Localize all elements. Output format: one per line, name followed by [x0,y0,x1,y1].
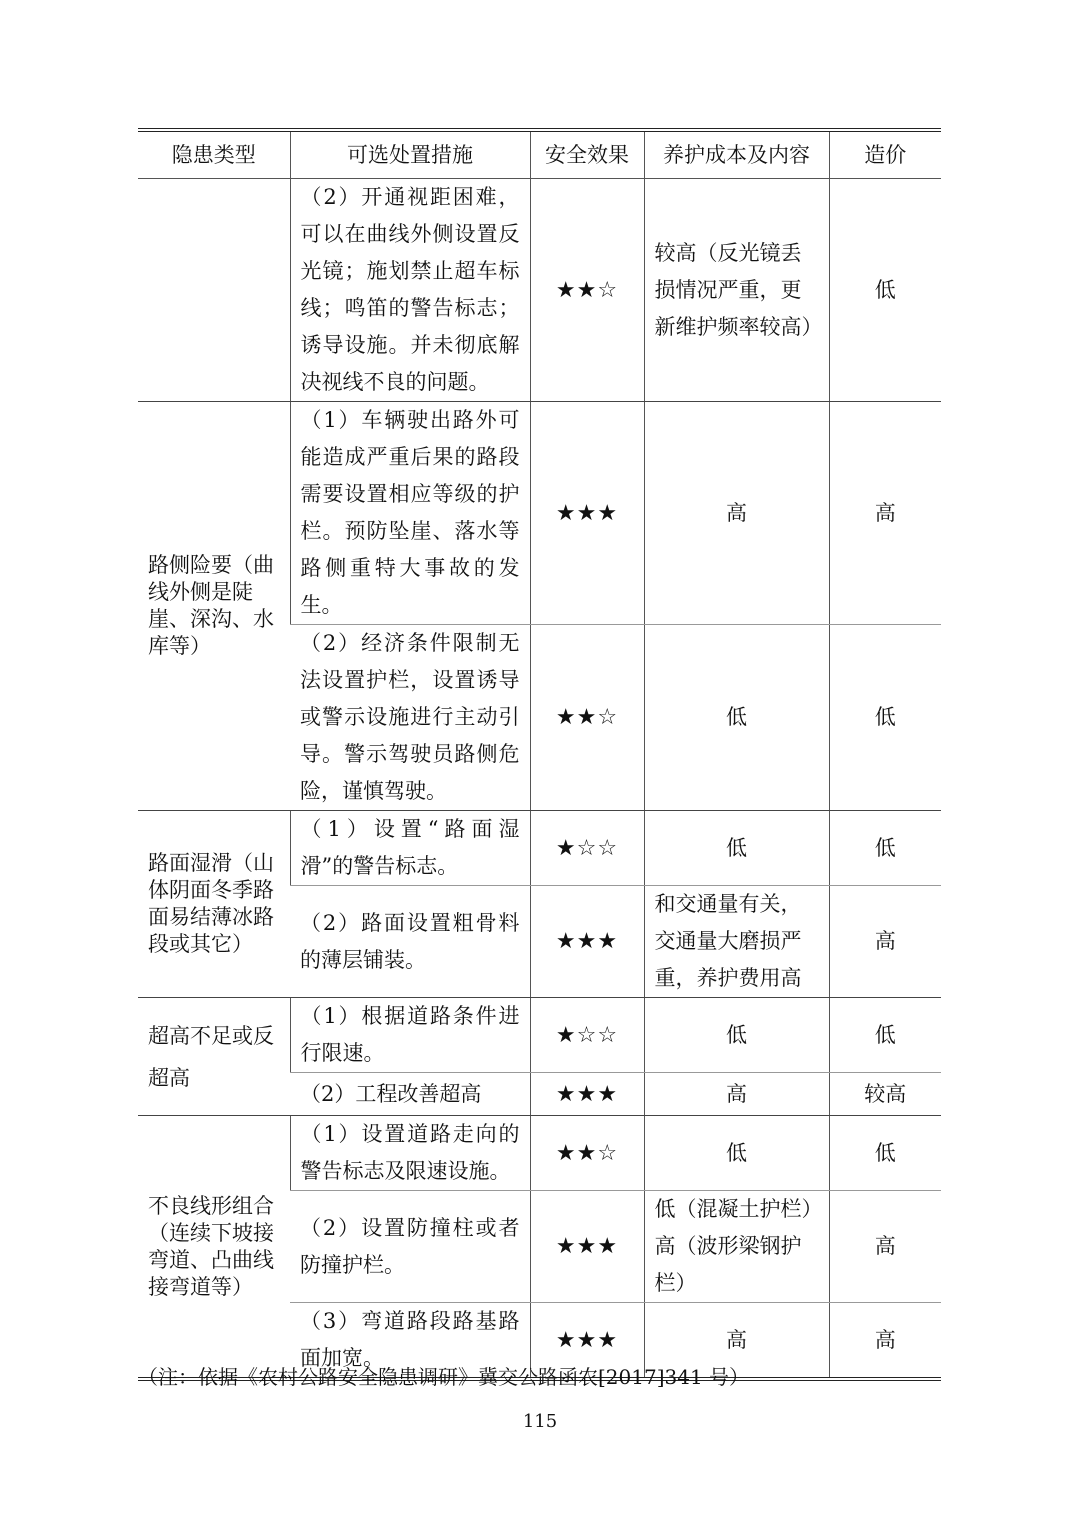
price-cell: 高 [829,1191,941,1303]
price-cell: 高 [829,1303,941,1380]
measure-cell: （1）设置道路走向的警告标志及限速设施。 [290,1116,530,1191]
safety-rating: ★☆☆ [530,811,644,886]
header-hazard-type: 隐患类型 [138,130,290,179]
cost-cell: 低 [644,998,829,1073]
cost-cell: 高 [644,1303,829,1380]
hazard-type-cell: 不良线形组合（连续下坡接弯道、凸曲线接弯道等） [138,1116,290,1380]
header-measures: 可选处置措施 [290,130,530,179]
cost-cell: 低 [644,1116,829,1191]
page-number: 115 [522,1411,558,1432]
hazard-type-cell [138,179,290,402]
hazard-measures-table [138,128,941,1381]
cost-cell: 低（混凝土护栏）高（波形梁钢护栏） [644,1191,829,1303]
measure-cell: （1）车辆驶出路外可能造成严重后果的路段需要设置相应等级的护栏。预防坠崖、落水等路侧重特大事故的发生。 [290,402,530,625]
table-row [138,998,941,1073]
cost-cell: 较高（反光镜丢损情况严重，更新维护频率较高） [644,179,829,402]
cost-cell: 高 [644,402,829,625]
price-cell: 低 [829,998,941,1073]
table-row [138,179,941,402]
safety-rating: ★★★ [530,402,644,625]
cost-cell: 低 [644,625,829,811]
safety-rating: ★★☆ [530,179,644,402]
cost-cell: 和交通量有关，交通量大磨损严重，养护费用高 [644,886,829,998]
price-cell: 高 [829,886,941,998]
price-cell: 低 [829,811,941,886]
price-cell: 较高 [829,1073,941,1116]
measure-cell: （3）弯道路段路基路面加宽。 [300,1309,520,1370]
price-cell: 高 [829,402,941,625]
source-note: （注：依据《农村公路安全隐患调研》冀交公路函农[2017]341 号） [138,1365,750,1389]
safety-rating: ★★★ [530,1073,644,1116]
measure-cell: （2）开通视距困难，可以在曲线外侧设置反光镜；施划禁止超车标线；鸣笛的警告标志；诱导设施。并未彻底解决视线不良的问题。 [290,179,530,402]
measure-cell: （2）路面设置粗骨料的薄层铺装。 [290,886,530,998]
measure-cell: （2）经济条件限制无法设置护栏，设置诱导或警示设施进行主动引导。警示驾驶员路侧危险，谨慎驾驶。 [290,625,530,811]
hazard-type-cell: 超高不足或反超高 [138,998,290,1116]
table-header-row [138,130,941,179]
safety-rating: ★★★ [530,1303,644,1380]
header-maintenance-cost: 养护成本及内容 [644,130,829,179]
table-row [138,1116,941,1191]
hazard-type-cell: 路侧险要（曲线外侧是陡崖、深沟、水库等） [138,402,290,811]
safety-rating: ★☆☆ [530,998,644,1073]
measure-cell: （1）根据道路条件进行限速。 [290,998,530,1073]
price-cell: 低 [829,625,941,811]
price-cell: 低 [829,179,941,402]
header-safety-effect: 安全效果 [530,130,644,179]
safety-rating: ★★★ [530,886,644,998]
measure-cell: （2）工程改善超高 [290,1073,530,1116]
measure-cell: （1）设置“路面湿滑”的警告标志。 [290,811,530,886]
table-row [138,811,941,886]
measure-cell: （2）设置防撞柱或者防撞护栏。 [290,1191,530,1303]
header-price: 造价 [829,130,941,179]
cost-cell: 高 [644,1073,829,1116]
price-cell: 低 [829,1116,941,1191]
safety-rating: ★★☆ [530,625,644,811]
hazard-type-cell: 路面湿滑（山体阴面冬季路面易结薄冰路段或其它） [138,811,290,998]
cost-cell: 低 [644,811,829,886]
safety-rating: ★★☆ [530,1116,644,1191]
safety-rating: ★★★ [530,1191,644,1303]
table-row [138,402,941,625]
